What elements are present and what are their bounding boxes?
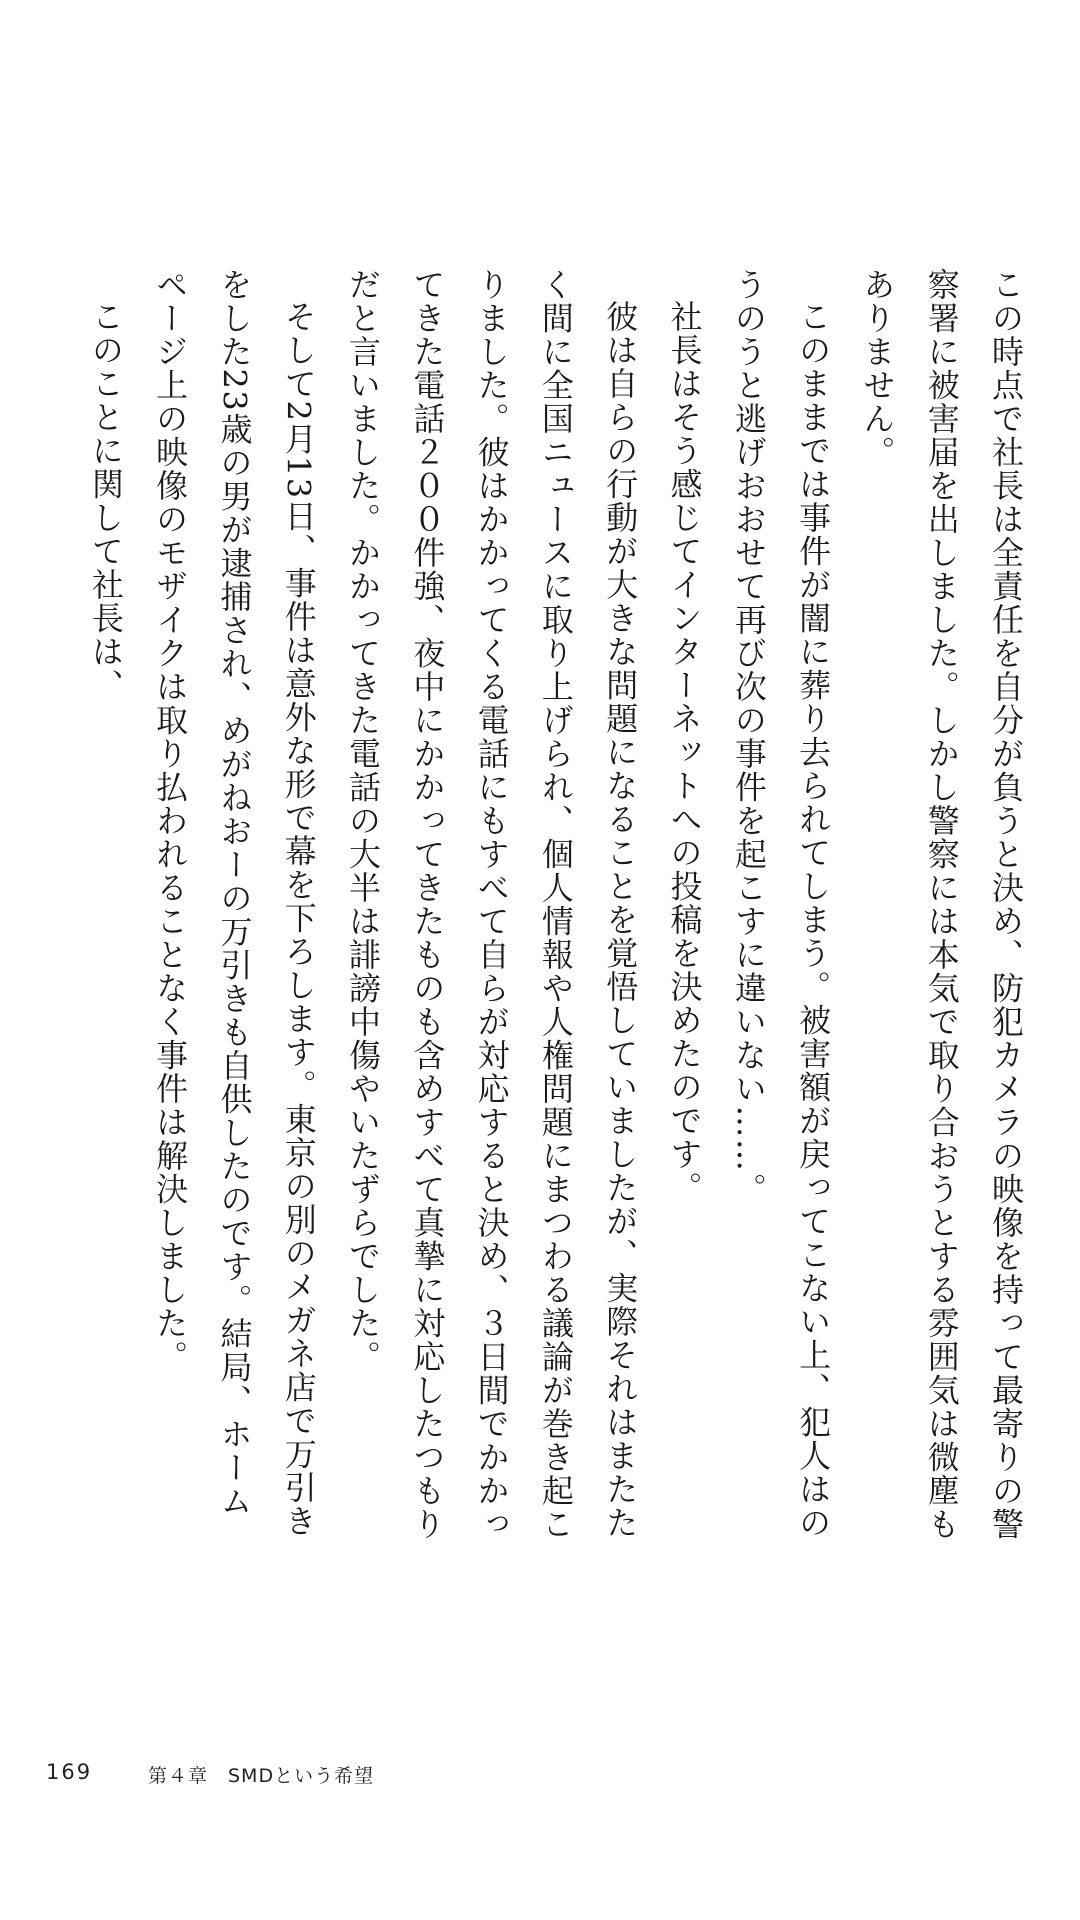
paragraph: そして2月13日、事件は意外な形で幕を下ろします。東京の別のメガネ店で万引きをした23歳の男が逮捕され、めがねおーの万引きも自供したのです。結局、ホームページ上の映像のモザイクは取り払われることなく事件は解決しました。 xyxy=(151,268,318,1539)
body-text xyxy=(74,268,1038,1548)
chapter-running-head: 第４章 SMDという希望 xyxy=(148,1765,375,1787)
paragraph: このままでは事件が闇に葬り去られてしまう。被害額が戻ってこない上、犯人はのうのうと逃げおおせて再び次の事件を起こすに違いない……。 xyxy=(729,268,833,1540)
paragraph: このことに関して社長は、 xyxy=(86,300,125,702)
page-number: 169 xyxy=(46,1760,93,1784)
paragraph: 社長はそう感じてインターネットへの投稿を決めたのです。 xyxy=(665,300,704,1205)
paragraph: 彼は自らの行動が大きな問題になることを覚悟していましたが、実際それはまたたく間に全国ニュースに取り上げられ、個人情報や人権問題にまつわる議論が巻き起こりました。彼はかかってくる電話にもすべて自らが対応すると決め、３日間でかかってきた電話２００件強、夜中にかかってきたものも含めすべて真摯に対応したつもりだと言いました。かかってきた電話の大半は誹謗中傷やいたずらでした。 xyxy=(344,268,640,1541)
paragraph: この時点で社長は全責任を自分が負うと決め、防犯カメラの映像を持って最寄りの警察署に被害届を出しました。しかし警察には本気で取り合おうとする雰囲気は微塵もありません。 xyxy=(858,268,1025,1541)
